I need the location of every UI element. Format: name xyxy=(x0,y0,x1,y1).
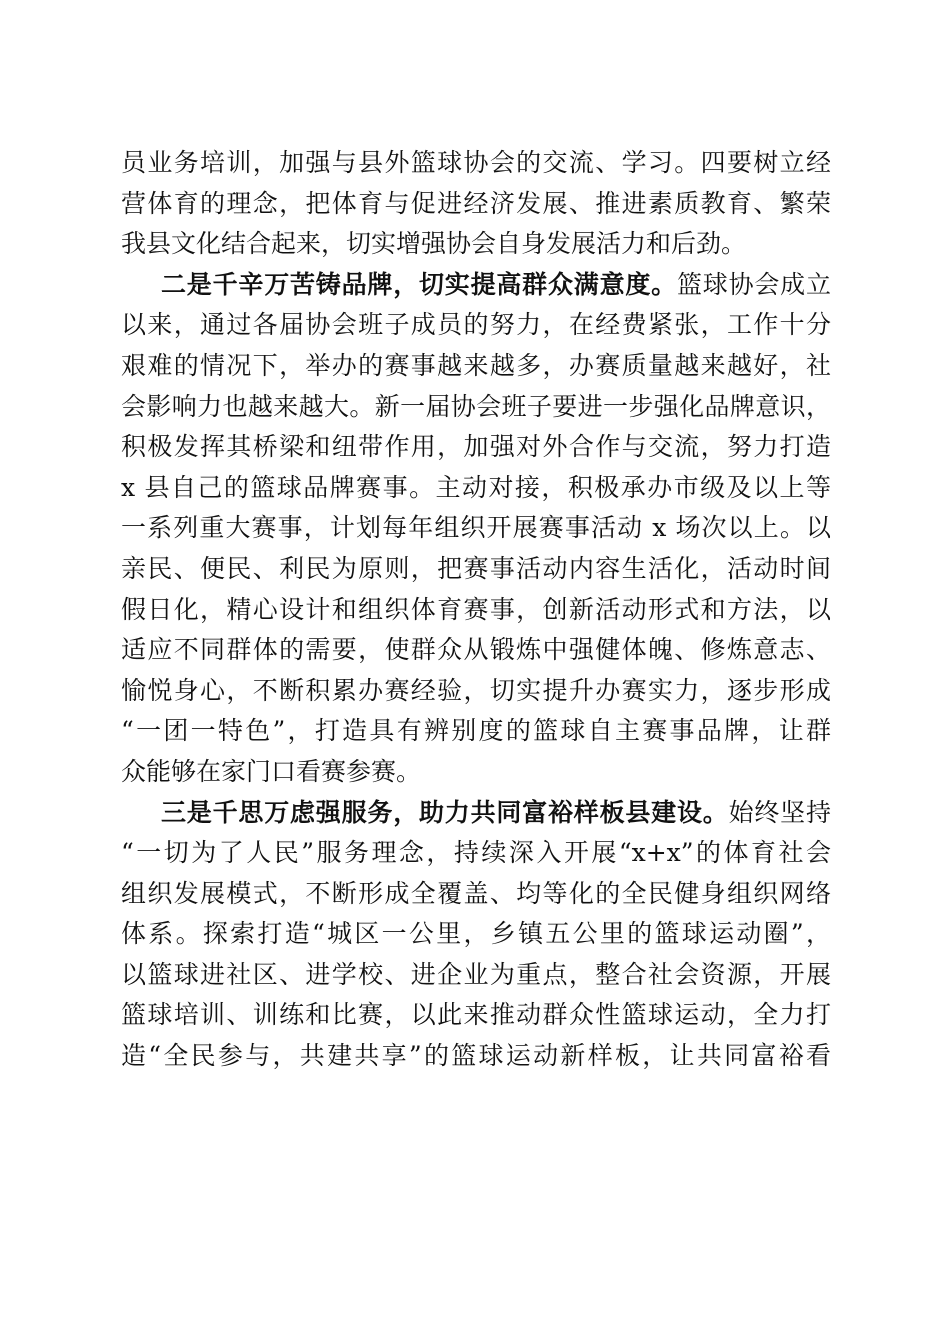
text-line: 众能够在家门口看赛参赛。 xyxy=(121,756,422,786)
text-line: 组织发展模式，不断形成全覆盖、均等化的全民健身组织网络 xyxy=(121,878,831,908)
paragraph-heading: 二是千辛万苦铸品牌，切实提高群众满意度。 xyxy=(161,269,677,299)
text-line: 艰难的情况下，举办的赛事越来越多，办赛质量越来越好，社 xyxy=(121,350,831,380)
text-run: 始终坚持 xyxy=(728,797,831,827)
text-line: 假日化，精心设计和组织体育赛事，创新活动形式和方法，以 xyxy=(121,594,831,624)
text-line: 以来，通过各届协会班子成员的努力，在经费紧张，工作十分 xyxy=(121,310,831,340)
text-line: “一团一特色”，打造具有辨别度的篮球自主赛事品牌，让群 xyxy=(121,716,831,746)
text-line: 亲民、便民、利民为原则，把赛事活动内容生活化，活动时间 xyxy=(121,553,831,583)
paragraph-2 xyxy=(121,265,831,793)
document-body xyxy=(121,143,831,1077)
text-line: 一系列重大赛事，计划每年组织开展赛事活动 x 场次以上。以 xyxy=(121,513,831,543)
paragraph-first-line xyxy=(121,265,831,306)
text-line: 我县文化结合起来，切实增强协会自身发展活力和后劲。 xyxy=(121,229,747,259)
text-line: 会影响力也越来越大。新一届协会班子要进一步强化品牌意识， xyxy=(121,391,831,421)
text-line: 愉悦身心，不断积累办赛经验，切实提升办赛实力，逐步形成 xyxy=(121,675,831,705)
paragraph-1 xyxy=(121,143,831,265)
text-line: 营体育的理念，把体育与促进经济发展、推进素质教育、繁荣 xyxy=(121,188,831,218)
text-line: 员业务培训，加强与县外篮球协会的交流、学习。四要树立经 xyxy=(121,148,831,177)
text-line: 体系。探索打造“城区一公里，乡镇五公里的篮球运动圈”， xyxy=(121,919,831,949)
text-line: 造“全民参与，共建共享”的篮球运动新样板，让共同富裕看 xyxy=(121,1041,831,1071)
text-line: “一切为了人民”服务理念，持续深入开展“x+x”的体育社会 xyxy=(121,838,831,868)
paragraph-first-line xyxy=(121,793,831,834)
text-line: 以篮球进社区、进学校、进企业为重点，整合社会资源，开展 xyxy=(121,959,831,989)
text-line: 积极发挥其桥梁和纽带作用，加强对外合作与交流，努力打造 xyxy=(121,432,831,462)
paragraph-3 xyxy=(121,793,831,1077)
paragraph-heading: 三是千思万虑强服务，助力共同富裕样板县建设。 xyxy=(161,797,729,827)
text-line: 篮球培训、训练和比赛，以此来推动群众性篮球运动，全力打 xyxy=(121,1000,831,1030)
text-line: x 县自己的篮球品牌赛事。主动对接，积极承办市级及以上等 xyxy=(121,472,831,502)
text-run: 篮球协会成立 xyxy=(676,269,831,299)
text-line: 适应不同群体的需要，使群众从锻炼中强健体魄、修炼意志、 xyxy=(121,635,831,665)
